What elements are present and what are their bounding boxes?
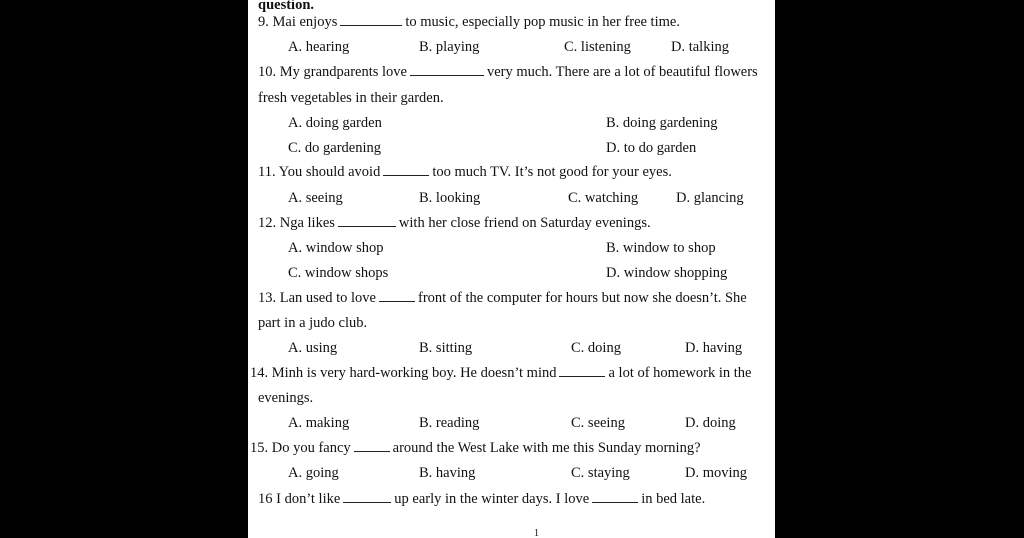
question-16-stem-end: in bed late. [641, 491, 706, 507]
answer-blank [343, 490, 391, 503]
option-a: A. seeing [288, 190, 343, 206]
option-c: C. doing [571, 340, 621, 356]
answer-blank [354, 439, 390, 452]
option-d: D. glancing [676, 190, 744, 206]
question-12-stem-start: 12. Nga likes [258, 215, 335, 231]
answer-blank [559, 364, 605, 377]
option-b: B. doing gardening [606, 115, 718, 131]
answer-blank [410, 63, 484, 76]
option-c: C. listening [564, 39, 631, 55]
question-10-stem-end: very much. There are a lot of beautiful flowers [487, 64, 758, 80]
question-11-stem-end: too much TV. It’s not good for your eyes. [432, 164, 672, 180]
option-d: D. moving [685, 465, 748, 481]
question-13-continuation: part in a judo club. [258, 315, 368, 331]
question-9-stem-end: to music, especially pop music in her free time. [405, 14, 680, 30]
question-15 [250, 439, 701, 457]
option-a: A. window shop [288, 240, 384, 256]
option-d: D. talking [671, 39, 729, 55]
option-c: C. do gardening [288, 140, 382, 156]
option-b: B. window to shop [606, 240, 716, 256]
option-a: A. doing garden [288, 115, 382, 131]
question-16 [258, 490, 705, 508]
answer-blank [592, 490, 638, 503]
option-b: B. sitting [419, 340, 473, 356]
question-10-continuation: fresh vegetables in their garden. [258, 90, 444, 106]
option-d: D. window shopping [606, 265, 728, 281]
question-13 [258, 289, 747, 307]
question-12 [258, 214, 651, 232]
question-14-stem-start: 14. Minh is very hard-working boy. He doesn’t mind [250, 365, 557, 381]
option-c: C. staying [571, 465, 630, 481]
option-d: D. having [685, 340, 743, 356]
option-b: B. looking [419, 190, 481, 206]
option-c: C. watching [568, 190, 639, 206]
question-13-stem-end: front of the computer for hours but now she doesn’t. She [418, 290, 747, 306]
option-d: D. doing [685, 415, 736, 431]
option-c: C. seeing [571, 415, 625, 431]
option-a: A. hearing [288, 39, 350, 55]
section-heading: question. [258, 0, 315, 13]
question-10 [258, 63, 758, 81]
question-16-stem-start: 16 I don’t like [258, 491, 341, 507]
question-9-stem-start: 9. Mai enjoys [258, 14, 338, 30]
option-c: C. window shops [288, 265, 389, 281]
question-14-continuation: evenings. [258, 390, 314, 406]
question-12-stem-end: with her close friend on Saturday evenings. [398, 215, 651, 231]
question-14-stem-end: a lot of homework in the [608, 365, 752, 381]
question-9 [258, 13, 680, 31]
question-10-stem-start: 10. My grandparents love [258, 64, 407, 80]
question-16-stem-middle: up early in the winter days. I love [394, 491, 590, 507]
option-a: A. using [288, 340, 338, 356]
answer-blank [383, 163, 429, 176]
option-a: A. making [288, 415, 350, 431]
option-b: B. playing [419, 39, 480, 55]
question-14 [250, 364, 751, 382]
worksheet-page [248, 0, 775, 538]
answer-blank [379, 289, 415, 302]
option-a: A. going [288, 465, 339, 481]
question-11 [258, 163, 672, 181]
answer-blank [338, 214, 396, 227]
question-15-stem-start: 15. Do you fancy [250, 440, 351, 456]
option-d: D. to do garden [606, 140, 697, 156]
option-b: B. having [419, 465, 476, 481]
option-b: B. reading [419, 415, 480, 431]
question-11-stem-start: 11. You should avoid [258, 164, 381, 180]
question-13-stem-start: 13. Lan used to love [258, 290, 376, 306]
page-number: 1 [534, 528, 539, 538]
answer-blank [340, 13, 402, 26]
question-15-stem-end: around the West Lake with me this Sunday morning? [392, 440, 701, 456]
